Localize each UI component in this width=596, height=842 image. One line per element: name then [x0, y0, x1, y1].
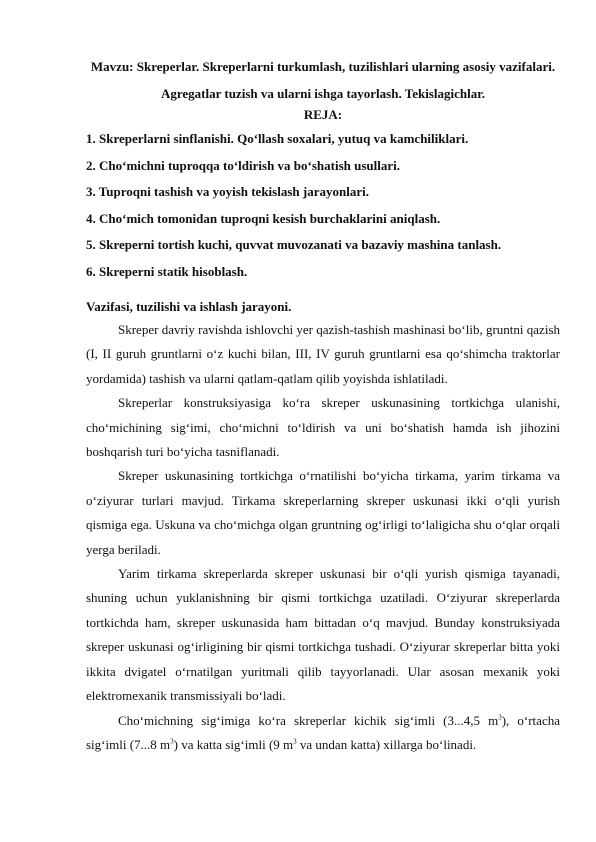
text-run: va undan katta) xillarga bo‘linadi. [296, 736, 477, 752]
body-text [86, 318, 560, 757]
text-run: ), o‘rtacha sig‘imli (7...8 m [86, 712, 560, 752]
plan-item: 1. Skreperlarni sinflanishi. Qo‘llash soxalari, yutuq va kamchiliklari. [86, 131, 469, 146]
plan-item: 3. Tuproqni tashish va yoyish tekislash jarayonlari. [86, 184, 369, 199]
plan-item: 5. Skreperni tortish kuchi, quvvat muvozanati va bazaviy mashina tanlash. [86, 237, 502, 252]
paragraph: Skreper davriy ravishda ishlovchi yer qazish-tashish mashinasi bo‘lib, gruntni qazish (I, II guruh gruntlarni o‘z kuchi bilan, III, IV guruh gruntlarni esa qo‘shimcha traktorlar yordamida) tashish va ularni qatlam-qatlam qilib yoyishda ishlatiladi. [86, 322, 560, 386]
paragraph-capacity [86, 709, 560, 758]
paragraph: Yarim tirkama skreperlarda skreper uskunasi bir o‘qli yurish qismiga tayanadi, shuning uchun yuklanishning bir qismi tortkichga uzatiladi. O‘ziyurar skreperlarda tortkichda ham, skreper uskunasida ham bittadan o‘q mavjud. Bunday konstruksiyada skreper uskunasi og‘irligining bir qismi tortkichga tushadi. O‘ziyurar skreperlar bitta yoki ikkita dvigatel o‘rnatilgan yuritmali qilib tayyorlanadi. Ular asosan mexanik yoki elektromexanik transmissiyali bo‘ladi. [86, 566, 560, 704]
superscript: 3 [293, 737, 297, 746]
paragraph: Skreperlar konstruksiyasiga ko‘ra skreper uskunasining tortkichga ulanishi, cho‘michining sig‘imi, cho‘michni to‘ldirish va uni bo‘shatish hamda ish jihozini boshqarish turi bo‘yicha tasniflanadi. [86, 395, 560, 460]
document-title: Mavzu: Skreperlar. Skreperlarni turkumlash, tuzilishlari ularning asosiy vazifalari. Agregatlar tuzish va ularni ishga tayorlash. Tekislagichlar. [90, 59, 556, 101]
superscript: 3 [498, 713, 502, 722]
text-run: Cho‘michning sig‘imiga ko‘ra skreperlar kichik sig‘imli (3...4,5 m [118, 712, 499, 728]
plan-list [86, 126, 560, 285]
paragraph: Skreper uskunasining tortkichga o‘rnatilishi bo‘yicha tirkama, yarim tirkama va o‘ziyurar turlari mavjud. Tirkama skreperlarning skreper uskunasi ikki o‘qli yurish qismiga ega. Uskuna va cho‘michga olgan gruntning og‘irligi to‘laligicha shu o‘qlar orqali yerga beriladi. [86, 468, 560, 557]
plan-item: 2. Cho‘michni tuproqqa to‘ldirish va bo‘shatish usullari. [86, 157, 400, 173]
plan-heading: REJA: [303, 107, 343, 122]
plan-item: 4. Cho‘mich tomonidan tuproqni kesish burchaklarini aniqlash. [86, 210, 441, 226]
section-heading: Vazifasi, tuzilishi va ishlash jarayoni. [86, 299, 292, 314]
superscript: 3 [170, 737, 174, 746]
text-run: ) va katta sig‘imli (9 m [173, 736, 294, 752]
plan-item: 6. Skreperni statik hisoblash. [86, 263, 248, 279]
